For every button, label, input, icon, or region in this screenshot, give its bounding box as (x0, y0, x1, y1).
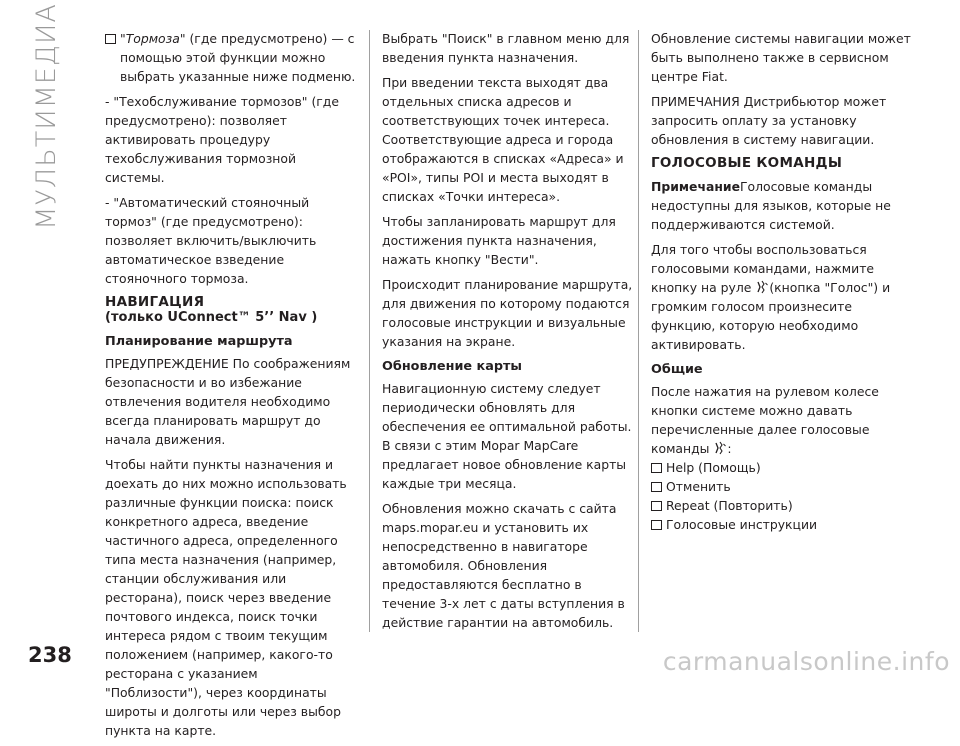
map-update-paragraph: Навигационную систему следует периодически обновлять для обеспечения ее оптимальной работы. В связи с этим Mopar MapCare предлагает новое обновление карты каждые три месяца. (382, 381, 632, 491)
checkbox-bullet-icon (105, 34, 116, 44)
brakes-text: (где предусмотрено) — с помощью этой функции можно выбрать указанные ниже подменю. (120, 31, 356, 84)
select-search-paragraph: Выбрать "Поиск" в главном меню для введения пункта назначения. (382, 31, 630, 65)
brakes-label: "Тормоза" (120, 31, 186, 46)
checkbox-bullet-icon (651, 520, 662, 530)
column-divider-1 (369, 30, 370, 632)
map-update-heading: Обновление карты (382, 359, 523, 374)
voice-commands-heading: ГОЛОСОВЫЕ КОМАНДЫ (651, 155, 843, 171)
list-item: Отменить (651, 477, 913, 496)
route-planning-heading: Планирование маршрута (105, 334, 293, 349)
text-column-3 (651, 29, 913, 534)
general-paragraph: После нажатия на рулевом колесе кнопки системе можно давать перечисленные далее голосовые команды : (651, 384, 879, 456)
note-paragraph (651, 177, 913, 234)
brake-service-paragraph: - "Техобслуживание тормозов" (где предусмотрено): позволяет активировать процедуру техобслуживания тормозной системы. (105, 94, 339, 185)
voice-usage-paragraph: Для того чтобы воспользоваться голосовыми командами, нажмите кнопку на руле (кнопка "Голос") и громким голосом произнесите функцию, которую необходимо активировать. (651, 242, 891, 352)
checkbox-bullet-icon (651, 501, 662, 511)
note-text: Голосовые команды недоступны для языков, которые не поддерживаются системой. (651, 179, 891, 232)
column-divider-2 (638, 30, 639, 632)
download-updates-paragraph: Обновления можно скачать с сайта maps.mopar.eu и установить их непосредственно в навигаторе автомобиля. Обновления предоставляются бесплатно в течение 3-х лет с даты вступления в действие гарантии на автомобиль. (382, 501, 625, 630)
navigation-heading: НАВИГАЦИЯ (105, 294, 205, 310)
notes-paragraph: ПРИМЕЧАНИЯ Дистрибьютор может запросить оплату за установку обновления в систему навигации. (651, 94, 887, 147)
navigation-subheading: (только UConnect™ 5’’ Nav ) (105, 310, 318, 325)
note-label: Примечание (651, 179, 740, 194)
side-section-title: МУЛЬТИМЕДИА (30, 3, 62, 230)
text-entry-paragraph: При введении текста выходят два отдельных списка адресов и соответствующих точек интереса. Соответствующие адреса и города отображаются в списках «Адреса» и «POI», типы POI и места выходят в списках «Точки интереса». (382, 75, 624, 204)
voice-button-icon (713, 441, 727, 455)
brakes-paragraph (105, 29, 357, 86)
service-center-paragraph: Обновление системы навигации может быть выполнено также в сервисном центре Fiat. (651, 31, 911, 84)
voice-button-icon (755, 280, 769, 294)
page-number: 238 (28, 643, 72, 667)
parking-brake-paragraph: - "Автоматический стояночный тормоз" (где предусмотрено): позволяет включить/выключить автоматическое взведение стояночного тормоза. (105, 195, 317, 286)
search-functions-paragraph: Чтобы найти пункты назначения и доехать до них можно использовать различные функции поиска: поиск конкретного адреса, введение частичного адреса, определенного типа места назначения (например, станции обслуживания или ресторана), поиск через введение почтового индекса, поиск точки интереса рядом с твоим текущим положением (например, какого-то ресторана с указанием "Поблизости"), через координаты широты и долготы или через выбор пункта на карте. (105, 457, 347, 738)
list-item: Голосовые инструкции (651, 515, 913, 534)
checkbox-bullet-icon (651, 463, 662, 473)
watermark: carmanualsonline.info (662, 647, 950, 676)
warning-paragraph: ПРЕДУПРЕЖДЕНИЕ По соображениям безопасности и во избежание отвлечения водителя необходимо всегда планировать маршрут до начала движения. (105, 356, 351, 447)
plan-route-paragraph: Чтобы запланировать маршрут для достижения пункта назначения, нажать кнопку "Вести". (382, 214, 616, 267)
list-item: Repeat (Повторить) (651, 496, 913, 515)
list-item: Help (Помощь) (651, 458, 913, 477)
general-heading: Общие (651, 362, 703, 377)
checkbox-bullet-icon (651, 482, 662, 492)
route-guidance-paragraph: Происходит планирование маршрута, для движения по которому подаются голосовые инструкции и визуальные указания на экране. (382, 277, 633, 349)
text-column-1 (105, 29, 357, 746)
text-column-2 (382, 29, 634, 638)
